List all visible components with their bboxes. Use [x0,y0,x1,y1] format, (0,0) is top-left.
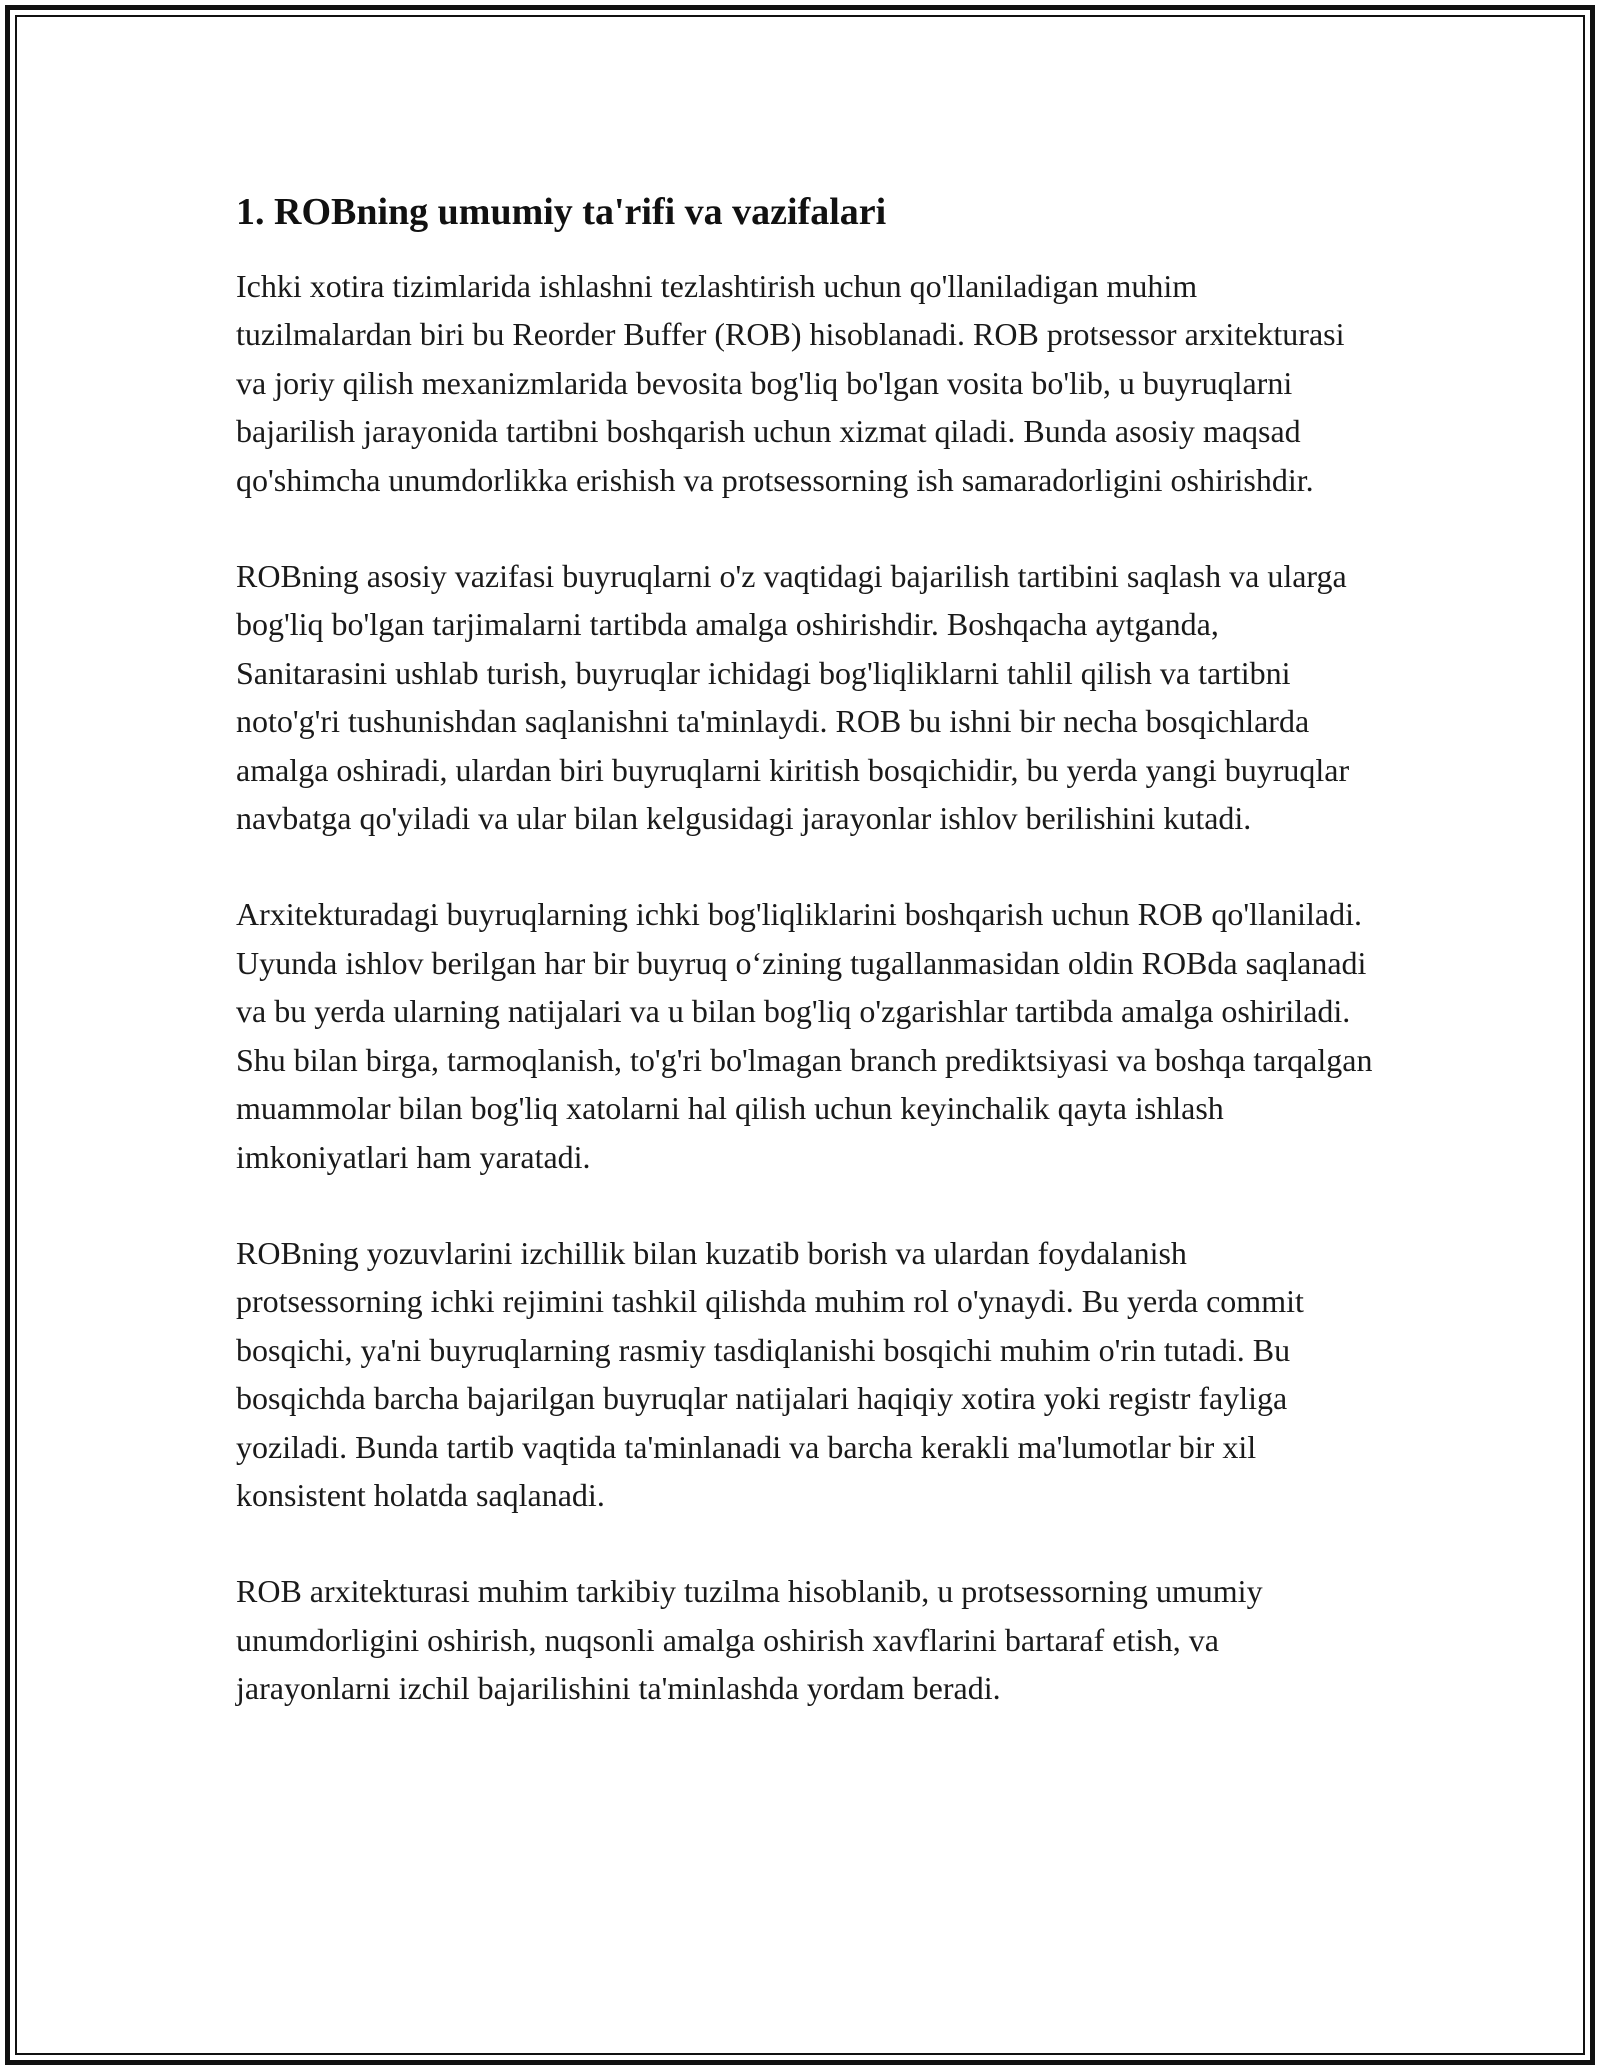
paragraph-rob-conclusion: ROB arxitekturasi muhim tarkibiy tuzilma hisoblanib, u protsessorning umumiy unumdorligini oshirish, nuqsonli amalga oshirish xavflarini bartaraf etish, va jarayonlarni izchil bajarilishini ta'minlashda yordam beradi. [236,1573,1263,1707]
document-body [236,184,1376,1713]
paragraph-rob-definition: Ichki xotira tizimlarida ishlashni tezlashtirish uchun qo'llaniladigan muhim tuzilmalardan biri bu Reorder Buffer (ROB) hisoblanadi. ROB protsessor arxitekturasi va joriy qilish mexanizmlarida bevosita bog'liq bo'lgan vosita bo'lib, u buyruqlarni bajarilish jarayonida tartibni boshqarish uchun xizmat qiladi. Bunda asosiy maqsad qo'shimcha unumdorlikka erishish va protsessorning ish samaradorligini oshirishdir. [236,268,1345,498]
paragraph-rob-main-task: ROBning asosiy vazifasi buyruqlarni o'z vaqtidagi bajarilish tartibini saqlash va ularga bog'liq bo'lgan tarjimalarni tartibda amalga oshirishdir. Boshqacha aytganda, Sanitarasini ushlab turish, buyruqlar ichidagi bog'liqliklarni tahlil qilish va tartibni noto'g'ri tushunishdan saqlanishni ta'minlaydi. ROB bu ishni bir necha bosqichlarda amalga oshiradi, ulardan biri buyruqlarni kiritish bosqichidir, bu yerda yangi buyruqlar navbatga qo'yiladi va ular bilan kelgusidagi jarayonlar ishlov berilishini kutadi. [236,558,1350,837]
paragraph-rob-dependencies: Arxitekturadagi buyruqlarning ichki bog'liqliklarini boshqarish uchun ROB qo'llaniladi. Uyunda ishlov berilgan har bir buyruq o‘zining tugallanmasidan oldin ROBda saqlanadi va bu yerda ularning natijalari va u bilan bog'liq o'zgarishlar tartibda amalga oshiriladi. Shu bilan birga, tarmoqlanish, to'g'ri bo'lmagan branch prediktsiyasi va boshqa tarqalgan muammolar bilan bog'liq xatolarni hal qilish uchun keyinchalik qayta ishlash imkoniyatlari ham yaratadi. [236,896,1373,1175]
section-heading: 1. ROBning umumiy ta'rifi va vazifalari [236,191,887,233]
paragraph-rob-commit-stage: ROBning yozuvlarini izchillik bilan kuzatib borish va ulardan foydalanish protsessorning ichki rejimini tashkil qilishda muhim rol o'ynaydi. Bu yerda commit bosqichi, ya'ni buyruqlarning rasmiy tasdiqlanishi bosqichi muhim o'rin tutadi. Bu bosqichda barcha bajarilgan buyruqlar natijalari haqiqiy xotira yoki registr fayliga yoziladi. Bunda tartib vaqtida ta'minlanadi va barcha kerakli ma'lumotlar bir xil konsistent holatda saqlanadi. [236,1234,1304,1513]
